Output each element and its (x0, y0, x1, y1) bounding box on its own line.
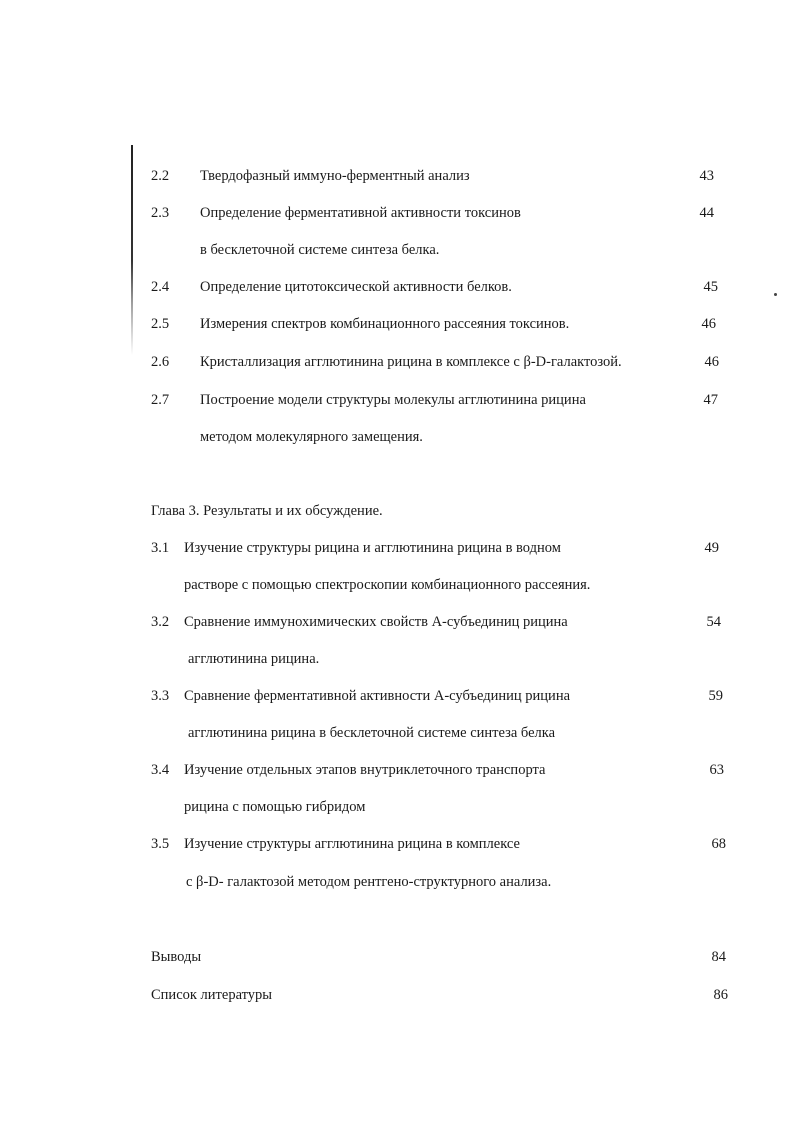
entry-title-continued: растворе с помощью спектроскопии комбинационного рассеяния. (184, 577, 591, 593)
entry-page: 46 (704, 354, 719, 370)
entry-title: Сравнение иммунохимических свойств А-субъединиц рицина (184, 614, 568, 630)
entry-number: 2.2 (151, 168, 170, 184)
entry-page: 59 (708, 688, 723, 704)
entry-page: 47 (703, 392, 718, 408)
entry-number: 3.2 (151, 614, 170, 630)
chapter-3-heading: Глава 3. Результаты и их обсуждение. (151, 503, 383, 519)
entry-title: Построение модели структуры молекулы агглютинина рицина (200, 392, 586, 408)
entry-page: 44 (699, 205, 714, 221)
entry-page: 86 (713, 987, 728, 1003)
entry-title: Определение ферментативной активности токсинов (200, 205, 521, 221)
entry-number: 2.4 (151, 279, 170, 295)
entry-page: 45 (703, 279, 718, 295)
entry-page: 49 (704, 540, 719, 556)
entry-page: 84 (711, 949, 726, 965)
entry-number: 3.4 (151, 762, 170, 778)
scan-margin-line (131, 145, 133, 355)
entry-title: Выводы (151, 949, 202, 965)
entry-number: 3.3 (151, 688, 170, 704)
scan-speck (774, 293, 777, 296)
entry-title: Изучение отдельных этапов внутриклеточного транспорта (184, 762, 546, 778)
entry-title-continued: агглютинина рицина. (188, 651, 320, 667)
entry-title-continued: агглютинина рицина в бесклеточной системе синтеза белка (188, 725, 556, 741)
entry-title-continued: в бесклеточной системе синтеза белка. (200, 242, 440, 258)
entry-title: Изучение структуры агглютинина рицина в комплексе (184, 836, 520, 852)
entry-number: 2.6 (151, 354, 170, 370)
entry-title: Сравнение ферментативной активности А-субъединиц рицина (184, 688, 571, 704)
entry-title-continued: с β-D- галактозой методом рентгено-структурного анализа. (186, 874, 552, 890)
entry-number: 3.1 (151, 540, 170, 556)
entry-title: Измерения спектров комбинационного рассеяния токсинов. (200, 316, 570, 332)
entry-title: Кристаллизация агглютинина рицина в комплексе с β-D-галактозой. (200, 354, 622, 370)
entry-title: Изучение структуры рицина и агглютинина рицина в водном (184, 540, 561, 556)
entry-title-continued: рицина с помощью гибридом (184, 799, 366, 815)
entry-number: 2.3 (151, 205, 170, 221)
entry-page: 63 (709, 762, 724, 778)
entry-page: 46 (701, 316, 716, 332)
entry-page: 43 (699, 168, 714, 184)
entry-title-continued: методом молекулярного замещения. (200, 429, 423, 445)
entry-title: Определение цитотоксической активности белков. (200, 279, 512, 295)
entry-number: 3.5 (151, 836, 170, 852)
entry-number: 2.5 (151, 316, 170, 332)
entry-title: Твердофазный иммуно-ферментный анализ (200, 168, 470, 184)
entry-page: 68 (711, 836, 726, 852)
entry-number: 2.7 (151, 392, 170, 408)
entry-title: Список литературы (151, 987, 273, 1003)
entry-page: 54 (706, 614, 721, 630)
